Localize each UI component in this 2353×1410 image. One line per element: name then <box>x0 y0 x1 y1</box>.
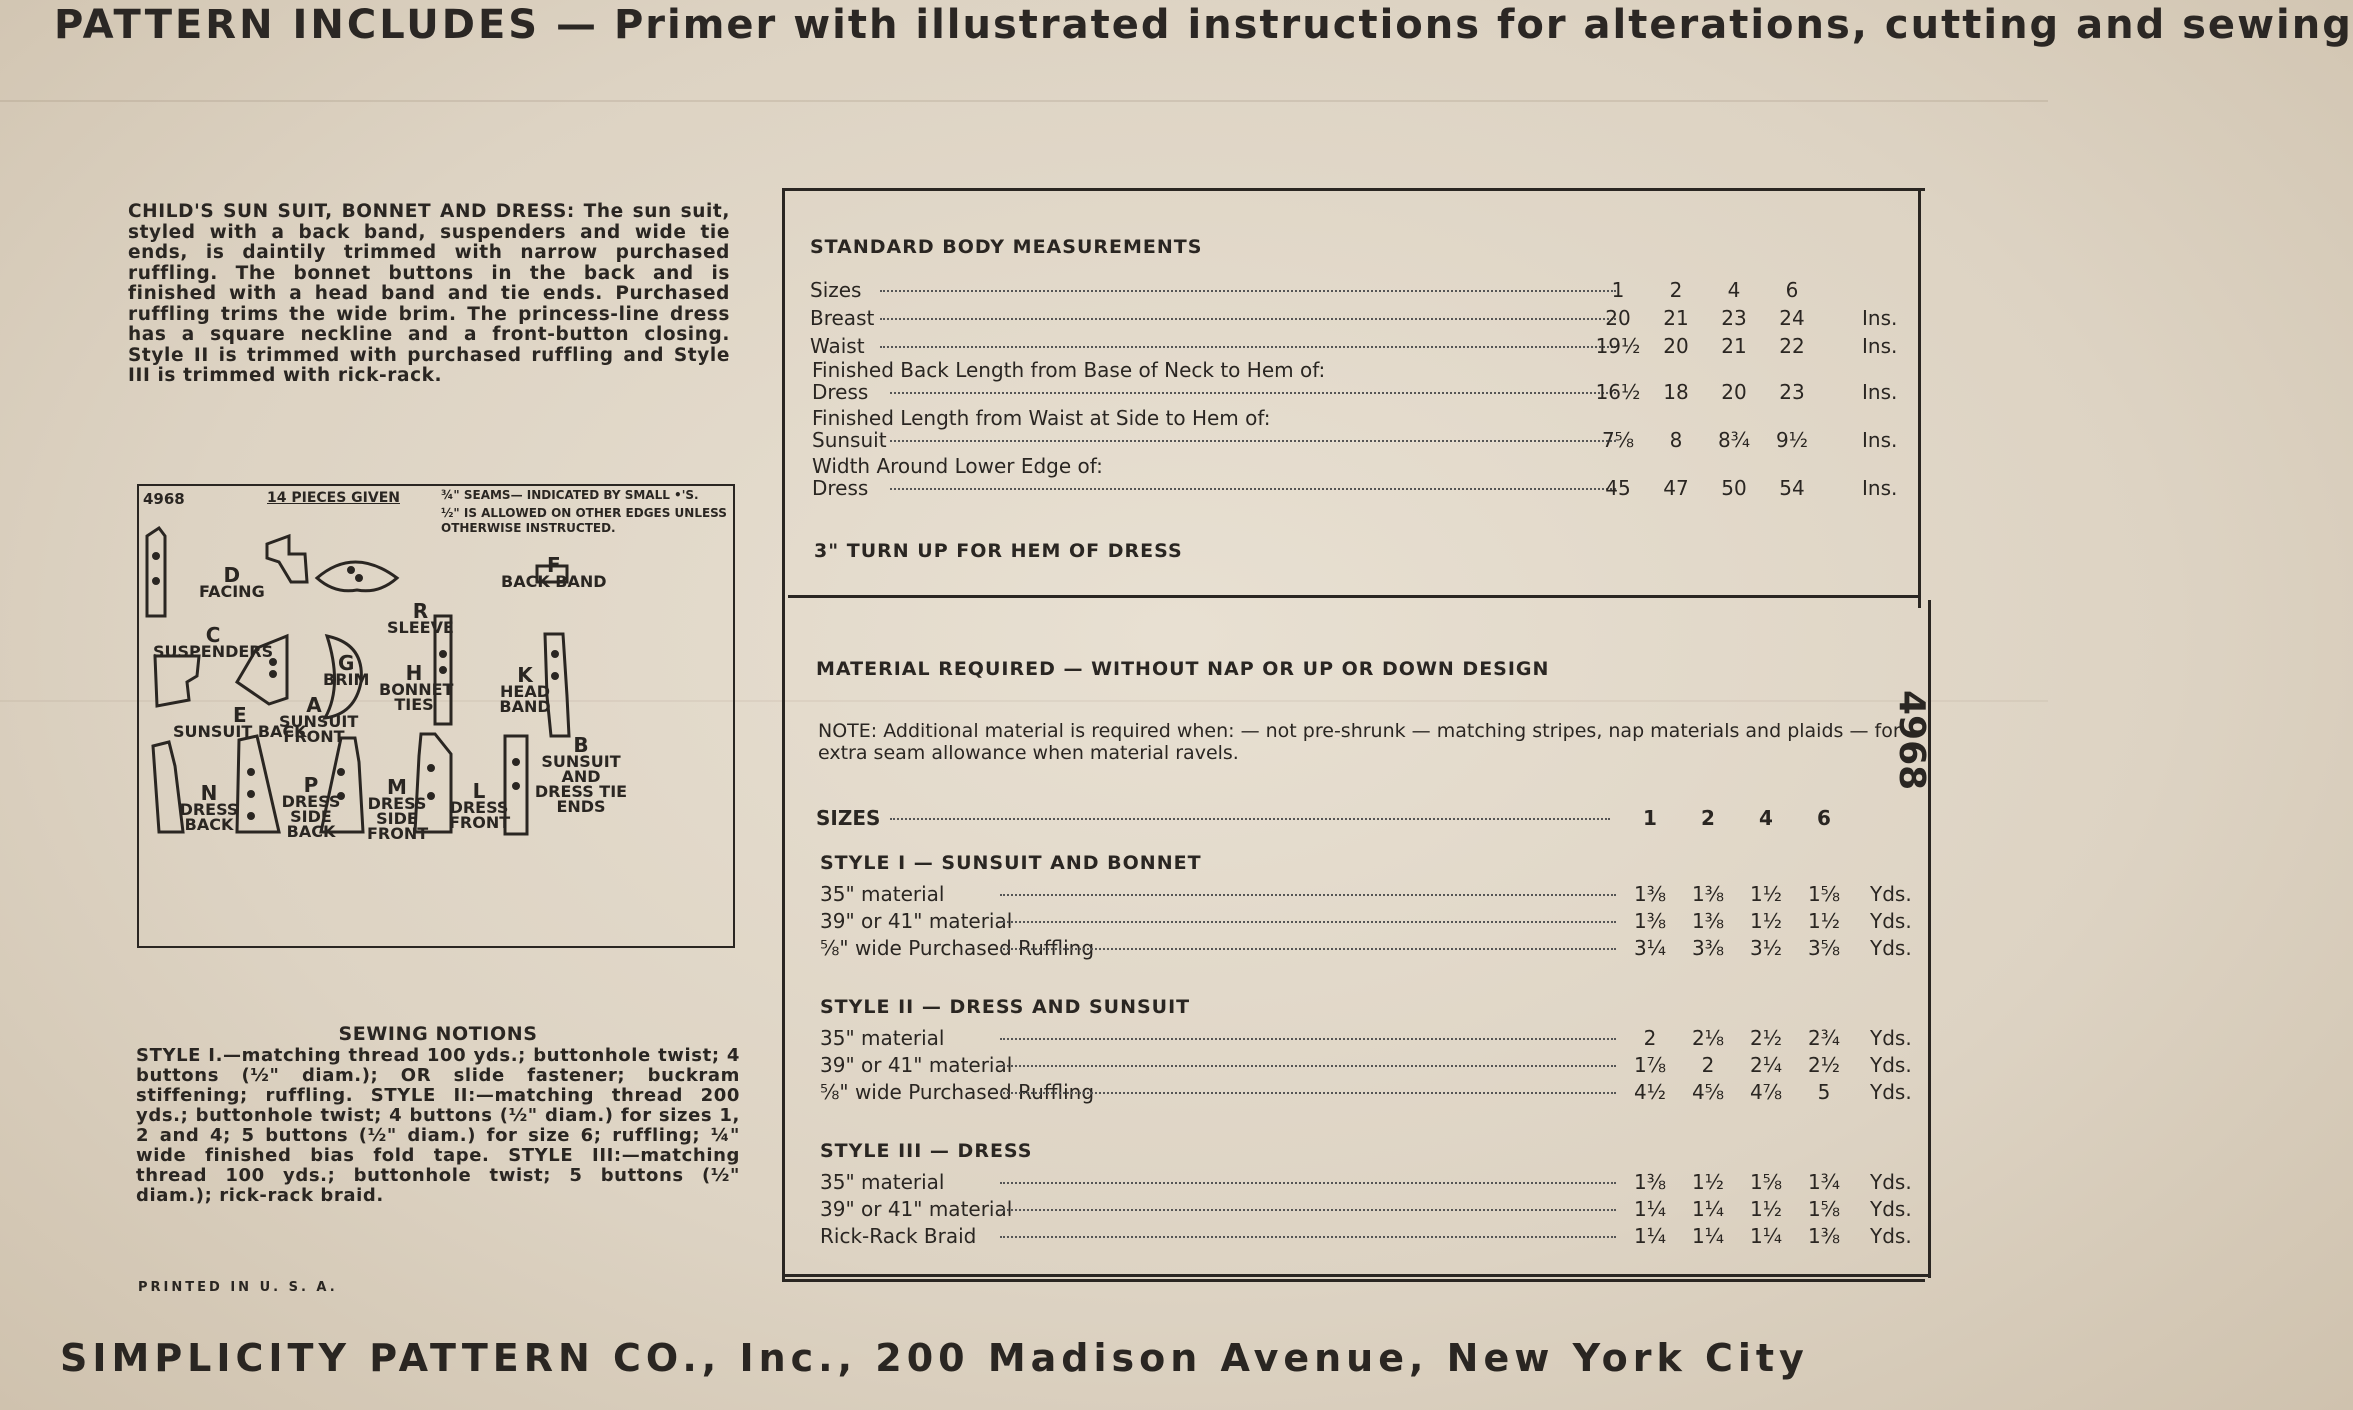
row-unit: Yds. <box>1870 909 1912 933</box>
size-header: 1 <box>1643 806 1657 830</box>
style-title: STYLE II — DRESS AND SUNSUIT <box>820 996 1191 1018</box>
row-value: 4⅝ <box>1691 1080 1725 1104</box>
side-pattern-number: 4968 <box>1891 690 1932 791</box>
table-row <box>0 882 2048 908</box>
row-value: 45 <box>1605 476 1631 500</box>
piece-label-f: F BACK BAND <box>501 553 607 591</box>
row-value: 1⅞ <box>1633 1053 1667 1077</box>
piece-label-g: G BRIM <box>323 651 370 689</box>
row-unit: Yds. <box>1870 1080 1912 1104</box>
row-value: 47 <box>1663 476 1689 500</box>
table-row <box>0 936 2048 962</box>
row-value: 6 <box>1785 278 1799 302</box>
row-label: Waist <box>810 334 865 358</box>
piece-label-l: L DRESS FRONT <box>449 779 511 832</box>
row-value: 18 <box>1663 380 1689 404</box>
row-value: 20 <box>1721 380 1747 404</box>
row-value: 24 <box>1779 306 1805 330</box>
row-value: 2¼ <box>1749 1053 1783 1077</box>
size-header: 2 <box>1701 806 1715 830</box>
dot-leader <box>890 818 1610 820</box>
table-row <box>0 476 2048 502</box>
pattern-description: CHILD'S SUN SUIT, BONNET AND DRESS: The sun suit, styled with a back band, suspenders and wide tie ends, is daintily trimmed with narrow purchased ruffling. The bonnet buttons in the back and is finished with a head band and tie ends. Purchased ruffling trims the wide brim. The princess-line dress has a square neckline and a front-button closing. Style II is trimmed with purchased ruffling and Style III is trimmed with rick-rack. <box>128 201 730 386</box>
row-label: ⅝" wide Purchased Ruffling <box>820 1080 1095 1104</box>
row-unit: Ins. <box>1862 380 1898 404</box>
piece-label-r: R SLEEVE <box>387 599 454 637</box>
size-header: 6 <box>1817 806 1831 830</box>
row-value: 20 <box>1605 306 1631 330</box>
dot-leader <box>1000 1209 1616 1211</box>
row-value: 8¾ <box>1717 428 1751 452</box>
table-row <box>0 334 2048 360</box>
row-value: 1⅝ <box>1749 1170 1783 1194</box>
table-row <box>0 1080 2048 1106</box>
row-value: 1¼ <box>1749 1224 1783 1248</box>
table-row <box>0 278 2048 304</box>
row-value: 5 <box>1817 1080 1831 1104</box>
piece-label-d: D FACING <box>199 563 265 601</box>
row-value: 54 <box>1779 476 1805 500</box>
dot-leader <box>1000 1065 1616 1067</box>
row-value: 4 <box>1727 278 1741 302</box>
row-value: 1½ <box>1691 1170 1725 1194</box>
row-unit: Yds. <box>1870 1170 1912 1194</box>
dot-leader <box>1000 1236 1616 1238</box>
dot-leader <box>890 392 1616 394</box>
row-value: 3½ <box>1749 936 1783 960</box>
row-value: 1½ <box>1749 909 1783 933</box>
dot-leader <box>880 290 1616 292</box>
row-value: 4⅞ <box>1749 1080 1783 1104</box>
dot-leader <box>1000 921 1616 923</box>
dot-leader <box>880 318 1616 320</box>
piece-label-b: B SUNSUIT AND DRESS TIE ENDS <box>534 733 628 816</box>
row-value: 2 <box>1643 1026 1657 1050</box>
header <box>54 2 2353 48</box>
row-value: 21 <box>1663 306 1689 330</box>
row-unit: Ins. <box>1862 428 1898 452</box>
row-value: 1⅜ <box>1633 1170 1667 1194</box>
table-border-bottom <box>785 1274 1931 1277</box>
row-value: 3⅜ <box>1691 936 1725 960</box>
row-value: 1¼ <box>1633 1224 1667 1248</box>
row-unit: Ins. <box>1862 334 1898 358</box>
row-heading: Finished Back Length from Base of Neck to Hem of: <box>812 358 1326 382</box>
row-value: 1⅝ <box>1807 1197 1841 1221</box>
piece-label-m: M DRESS SIDE FRONT <box>367 775 429 843</box>
row-value: 2⅛ <box>1691 1026 1725 1050</box>
row-value: 20 <box>1663 334 1689 358</box>
table-row <box>0 909 2048 935</box>
row-value: 1½ <box>1749 1197 1783 1221</box>
measurements-title: STANDARD BODY MEASUREMENTS <box>810 236 1203 258</box>
piece-label-a: A SUNSUIT FRONT <box>279 693 359 746</box>
table-row <box>0 380 2048 406</box>
style-title: STYLE I — SUNSUIT AND BONNET <box>820 852 1202 874</box>
row-label: 39" or 41" material <box>820 1197 1013 1221</box>
table-row <box>0 1053 2048 1079</box>
row-unit: Yds. <box>1870 1224 1912 1248</box>
header-text: — Primer with illustrated instructions for alterations, cutting and sewing <box>556 2 2353 48</box>
table-row <box>0 306 2048 332</box>
dot-leader <box>890 488 1616 490</box>
row-value: 1 <box>1611 278 1625 302</box>
sewing-notions-text: STYLE I.—matching thread 100 yds.; buttonhole twist; 4 buttons (½" diam.); OR slide fastener; buckram stiffening; ruffling. STYLE II:—matching thread 200 yds.; buttonhole twist; 4 buttons (½" diam.) for sizes 1, 2 and 4; 5 buttons (½" diam.) for size 6; ruffling; ¼" wide finished bias fold tape. STYLE III:—matching thread 100 yds.; buttonhole twist; 5 buttons (½" diam.); rick-rack braid. <box>136 1045 740 1206</box>
row-value: 23 <box>1721 306 1747 330</box>
row-value: 23 <box>1779 380 1805 404</box>
row-value: 3⅝ <box>1807 936 1841 960</box>
row-value: 2½ <box>1749 1026 1783 1050</box>
dot-leader <box>1000 1038 1616 1040</box>
row-value: 8 <box>1669 428 1683 452</box>
pieces-count: 14 PIECES GIVEN <box>267 490 400 506</box>
row-label: 39" or 41" material <box>820 909 1013 933</box>
table-divider <box>788 595 1920 598</box>
table-row <box>0 1224 2048 1250</box>
row-value: 50 <box>1721 476 1747 500</box>
row-label: 39" or 41" material <box>820 1053 1013 1077</box>
piece-label-e: E SUNSUIT BACK <box>173 703 307 741</box>
row-value: 1⅜ <box>1633 882 1667 906</box>
row-value: 1⅜ <box>1807 1224 1841 1248</box>
dot-leader <box>1000 1092 1616 1094</box>
row-value: 1¼ <box>1633 1197 1667 1221</box>
row-value: 22 <box>1779 334 1805 358</box>
row-label: Rick-Rack Braid <box>820 1224 977 1248</box>
sizes-label: SIZES <box>816 806 881 830</box>
table-row <box>0 1170 2048 1196</box>
row-unit: Yds. <box>1870 882 1912 906</box>
seams-note-2: ½" IS ALLOWED ON OTHER EDGES UNLESS OTHERWISE INSTRUCTED. <box>441 506 727 535</box>
row-value: 1½ <box>1807 909 1841 933</box>
row-value: 3¼ <box>1633 936 1667 960</box>
piece-label-p: P DRESS SIDE BACK <box>281 773 341 841</box>
row-value: 2½ <box>1807 1053 1841 1077</box>
row-label: Sizes <box>810 278 862 302</box>
row-label: Breast <box>810 306 875 330</box>
style-title: STYLE III — DRESS <box>820 1140 1033 1162</box>
row-unit: Ins. <box>1862 306 1898 330</box>
row-value: 19½ <box>1595 334 1641 358</box>
row-heading: Finished Length from Waist at Side to Hem of: <box>812 406 1271 430</box>
pattern-pieces-diagram <box>137 484 735 948</box>
row-label: 35" material <box>820 1170 945 1194</box>
row-value: 2 <box>1669 278 1683 302</box>
row-unit: Yds. <box>1870 1053 1912 1077</box>
piece-label-h: H BONNET TIES <box>379 661 454 714</box>
row-unit: Yds. <box>1870 1026 1912 1050</box>
material-title: MATERIAL REQUIRED — WITHOUT NAP OR UP OR DOWN DESIGN <box>816 658 1550 680</box>
footer-company: SIMPLICITY PATTERN CO., Inc., 200 Madison Avenue, New York City <box>60 1336 1809 1380</box>
row-value: 1⅜ <box>1691 882 1725 906</box>
table-row <box>0 1023 2048 1052</box>
dot-leader <box>1000 1182 1616 1184</box>
row-value: 1⅜ <box>1633 909 1667 933</box>
header-brand: PATTERN INCLUDES <box>54 2 541 48</box>
size-header: 4 <box>1759 806 1773 830</box>
row-value: 1½ <box>1749 882 1783 906</box>
piece-label-k: K HEAD BAND <box>499 663 551 716</box>
row-label: Dress <box>812 380 869 404</box>
printed-in-usa: PRINTED IN U. S. A. <box>138 1280 338 1295</box>
row-value: 21 <box>1721 334 1747 358</box>
material-note: NOTE: Additional material is required when: — not pre-shrunk — matching stripes, nap materials and plaids — for extra seam allowance when material ravels. <box>818 720 1901 764</box>
table-row <box>0 428 2048 454</box>
row-value: 4½ <box>1633 1080 1667 1104</box>
row-value: 2 <box>1701 1053 1715 1077</box>
piece-label-n: N DRESS BACK <box>179 781 239 834</box>
row-label: Sunsuit <box>812 428 887 452</box>
row-value: 16½ <box>1595 380 1641 404</box>
row-value: 7⅝ <box>1601 428 1635 452</box>
row-value: 1¼ <box>1691 1224 1725 1248</box>
dot-leader <box>890 440 1616 442</box>
sewing-notions-title: SEWING NOTIONS <box>338 1023 538 1045</box>
dot-leader <box>1000 894 1616 896</box>
row-label: Dress <box>812 476 869 500</box>
row-value: 1¾ <box>1807 1170 1841 1194</box>
dot-leader <box>1000 948 1616 950</box>
sizes-row <box>0 806 2048 832</box>
hem-note: 3" TURN UP FOR HEM OF DRESS <box>814 540 1183 562</box>
seams-note-1: ¾" SEAMS— INDICATED BY SMALL •'S. <box>441 488 699 502</box>
dot-leader <box>880 346 1616 348</box>
table-row <box>0 1197 2048 1223</box>
row-label: 35" material <box>820 882 945 906</box>
row-unit: Ins. <box>1862 476 1898 500</box>
pattern-number: 4968 <box>143 490 185 508</box>
row-label: 35" material <box>820 1026 945 1050</box>
row-value: 2¾ <box>1807 1026 1841 1050</box>
row-label: ⅝" wide Purchased Ruffling <box>820 936 1095 960</box>
row-value: 9½ <box>1775 428 1809 452</box>
row-heading: Width Around Lower Edge of: <box>812 454 1103 478</box>
row-value: 1⅝ <box>1807 882 1841 906</box>
row-value: 1⅜ <box>1691 909 1725 933</box>
row-unit: Yds. <box>1870 1197 1912 1221</box>
piece-label-c: C SUSPENDERS <box>153 623 274 661</box>
row-value: 1¼ <box>1691 1197 1725 1221</box>
row-unit: Yds. <box>1870 936 1912 960</box>
